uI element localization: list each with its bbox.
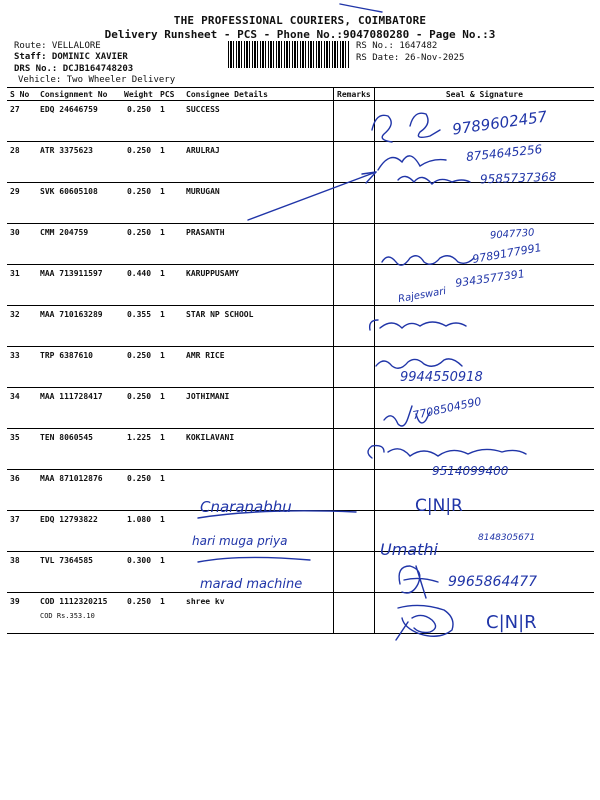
cell-remarks — [334, 470, 375, 511]
cell-pcs — [157, 142, 183, 183]
cell-pcs — [157, 101, 183, 142]
cell-sno-text: 38 — [10, 556, 20, 565]
table-row — [7, 306, 594, 347]
cell-weight — [121, 593, 157, 634]
cell-weight-text: 0.250 — [126, 351, 152, 360]
cell-weight — [121, 429, 157, 470]
cod-amount-note: COD Rs.353.10 — [40, 612, 95, 620]
cell-consignment-no — [37, 101, 121, 142]
drs-number: DRS No.: DCJB164748203 — [14, 64, 134, 74]
cell-consignee — [183, 429, 334, 470]
handwritten-phone-27: 9789602457 — [451, 107, 549, 139]
cell-consignee — [183, 388, 334, 429]
delivery-table — [7, 87, 594, 634]
cell-weight-text: 0.250 — [126, 105, 152, 114]
cell-consignment-no — [37, 511, 121, 552]
cell-remarks — [334, 593, 375, 634]
cell-pcs-text: 1 — [160, 597, 165, 606]
handwritten-phone-28: 8754645256 — [465, 142, 543, 164]
cell-pcs — [157, 552, 183, 593]
cell-remarks — [334, 224, 375, 265]
cell-weight — [121, 142, 157, 183]
cell-sno-text: 35 — [10, 433, 20, 442]
col-remarks: Remarks — [334, 88, 375, 101]
handwritten-phone-31b: 9343577391 — [454, 267, 526, 290]
handwritten-cnr-36: C|N|R — [415, 496, 463, 516]
cell-weight-text: 0.250 — [126, 146, 152, 155]
handwritten-note-38: marad machine — [200, 577, 303, 592]
cell-sno-text: 36 — [10, 474, 20, 483]
cell-remarks — [334, 183, 375, 224]
cell-sno — [7, 347, 37, 388]
cell-consignee-text: JOTHIMANI — [186, 392, 230, 401]
cell-consignee — [183, 347, 334, 388]
cell-remarks — [334, 347, 375, 388]
cell-sno-text: 30 — [10, 228, 20, 237]
cell-pcs-text: 1 — [160, 187, 165, 196]
cell-consignee-text: KARUPPUSAMY — [186, 269, 239, 278]
table-header-row — [7, 88, 594, 101]
cell-consignee — [183, 265, 334, 306]
cell-remarks — [334, 511, 375, 552]
cell-consignee-text: MURUGAN — [186, 187, 220, 196]
cell-consignment-no — [37, 347, 121, 388]
cell-sno — [7, 306, 37, 347]
cell-pcs — [157, 224, 183, 265]
handwritten-phone-34: 7708504590 — [411, 394, 483, 423]
cell-pcs-text: 1 — [160, 433, 165, 442]
handwritten-phone-35: 9514099400 — [432, 464, 509, 478]
barcode — [228, 41, 350, 68]
cell-weight — [121, 224, 157, 265]
handwritten-phone-31a: 9789177991 — [471, 241, 543, 266]
cell-consignment-no-text: EDQ 12793822 — [40, 515, 98, 524]
cell-pcs — [157, 593, 183, 634]
cell-pcs-text: 1 — [160, 474, 165, 483]
cell-consignment-no-text: MAA 871012876 — [40, 474, 103, 483]
company-title: THE PROFESSIONAL COURIERS, COIMBATORE — [173, 14, 427, 27]
cell-pcs-text: 1 — [160, 269, 165, 278]
cell-consignment-no — [37, 552, 121, 593]
handwritten-name-31: Rajeswari — [397, 285, 448, 306]
cell-consignment-no-text: TEN 8060545 — [40, 433, 93, 442]
cell-sno — [7, 265, 37, 306]
cell-consignment-no — [37, 306, 121, 347]
col-sno: S No — [7, 88, 37, 101]
cell-pcs-text: 1 — [160, 310, 165, 319]
cell-consignment-no-text: TVL 7364585 — [40, 556, 93, 565]
cell-pcs-text: 1 — [160, 392, 165, 401]
handwritten-cnr-39: C|N|R — [486, 612, 537, 633]
handwritten-phone-38: 9965864477 — [448, 574, 538, 590]
cell-consignment-no-text: COD 1112320215 — [40, 597, 108, 606]
cell-sno-text: 37 — [10, 515, 20, 524]
cell-seal-signature — [374, 183, 594, 224]
col-consignment: Consignment No — [37, 88, 121, 101]
cell-sno — [7, 511, 37, 552]
cell-consignment-no-text: MAA 713911597 — [40, 269, 103, 278]
cell-consignment-no — [37, 265, 121, 306]
cell-seal-signature — [374, 388, 594, 429]
cell-pcs — [157, 429, 183, 470]
cell-remarks — [334, 142, 375, 183]
cell-consignment-no-text: MAA 111728417 — [40, 392, 103, 401]
cell-pcs — [157, 347, 183, 388]
handwritten-name-36: Cnaranabhu — [200, 498, 292, 516]
cell-weight — [121, 388, 157, 429]
cell-sno — [7, 224, 37, 265]
table-row — [7, 388, 594, 429]
cell-weight — [121, 183, 157, 224]
cell-consignee-text: KOKILAVANI — [186, 433, 235, 442]
cell-sno — [7, 142, 37, 183]
cell-sno — [7, 552, 37, 593]
cell-weight-text: 0.250 — [126, 597, 152, 606]
cell-sno — [7, 470, 37, 511]
staff-info: Staff: DOMINIC XAVIER — [14, 52, 128, 62]
cell-pcs-text: 1 — [160, 228, 165, 237]
cell-sno-text: 27 — [10, 105, 20, 114]
cell-pcs — [157, 388, 183, 429]
cell-pcs-text: 1 — [160, 146, 165, 155]
cell-remarks — [334, 552, 375, 593]
cell-consignee — [183, 101, 334, 142]
cell-pcs-text: 1 — [160, 351, 165, 360]
cell-pcs — [157, 265, 183, 306]
cell-sno-text: 31 — [10, 269, 20, 278]
table-row — [7, 511, 594, 552]
route-info: Route: VELLALORE — [14, 41, 101, 51]
cell-sno-text: 32 — [10, 310, 20, 319]
handwritten-phone-33: 9944550918 — [400, 370, 483, 385]
cell-consignment-no — [37, 142, 121, 183]
cell-sno-text: 33 — [10, 351, 20, 360]
cell-consignment-no — [37, 429, 121, 470]
cell-seal-signature — [374, 593, 594, 634]
cell-sno — [7, 429, 37, 470]
cell-consignment-no-text: EDQ 24646759 — [40, 105, 98, 114]
cell-weight-text: 0.250 — [126, 474, 152, 483]
cell-consignment-no-text: TRP 6387610 — [40, 351, 93, 360]
cell-consignee-text: ARULRAJ — [186, 146, 220, 155]
handwritten-phone-37: 8148305671 — [478, 533, 536, 543]
cell-consignee-text: PRASANTH — [186, 228, 225, 237]
cell-weight-text: 0.300 — [126, 556, 152, 565]
cell-remarks — [334, 265, 375, 306]
cell-sno — [7, 101, 37, 142]
cell-seal-signature — [374, 306, 594, 347]
cell-consignee-text: shree kv — [186, 597, 225, 606]
cell-consignment-no-text: SVK 60605108 — [40, 187, 98, 196]
cell-consignment-no — [37, 593, 121, 634]
cell-consignee — [183, 142, 334, 183]
handwritten-phone-29: 9585737368 — [479, 169, 557, 187]
cell-pcs-text: 1 — [160, 556, 165, 565]
handwritten-name-37: Umathi — [380, 540, 438, 559]
cell-pcs-text: 1 — [160, 105, 165, 114]
cell-consignment-no — [37, 470, 121, 511]
cell-remarks — [334, 429, 375, 470]
cell-consignment-no — [37, 183, 121, 224]
cell-remarks — [334, 101, 375, 142]
cell-pcs — [157, 511, 183, 552]
cell-consignee-text: STAR NP SCHOOL — [186, 310, 254, 319]
cell-sno-text: 28 — [10, 146, 20, 155]
cell-weight — [121, 265, 157, 306]
rs-date: RS Date: 26-Nov-2025 — [356, 53, 465, 63]
cell-sno — [7, 593, 37, 634]
cell-weight-text: 0.250 — [126, 392, 152, 401]
cell-remarks — [334, 306, 375, 347]
cell-weight — [121, 552, 157, 593]
cell-weight — [121, 306, 157, 347]
rs-number: RS No.: 1647482 — [356, 41, 438, 51]
cell-weight-text: 0.440 — [126, 269, 152, 278]
cell-sno — [7, 388, 37, 429]
table-row — [7, 347, 594, 388]
runsheet-subtitle: Delivery Runsheet - PCS - Phone No.:9047080280 - Page No.:3 — [104, 28, 496, 41]
cell-sno-text: 34 — [10, 392, 20, 401]
cell-weight-text: 1.225 — [126, 433, 152, 442]
vehicle-info: Vehicle: Two Wheeler Delivery — [18, 75, 176, 85]
cell-weight — [121, 511, 157, 552]
cell-consignment-no — [37, 224, 121, 265]
cell-consignment-no-text: CMM 204759 — [40, 228, 89, 237]
cell-weight — [121, 101, 157, 142]
cell-consignment-no-text: MAA 710163289 — [40, 310, 103, 319]
cell-consignee — [183, 183, 334, 224]
cell-consignee — [183, 306, 334, 347]
cell-consignment-no-text: ATR 3375623 — [40, 146, 93, 155]
col-weight: Weight — [121, 88, 157, 101]
cell-consignee — [183, 224, 334, 265]
cell-weight-text: 0.250 — [126, 228, 152, 237]
cell-consignee-text: AMR RICE — [186, 351, 225, 360]
cell-weight — [121, 470, 157, 511]
cell-pcs — [157, 183, 183, 224]
cell-sno-text: 29 — [10, 187, 20, 196]
cell-weight-text: 0.250 — [126, 187, 152, 196]
handwritten-phone-30: 9047730 — [489, 227, 535, 242]
cell-sno-text: 39 — [10, 597, 20, 606]
cell-remarks — [334, 388, 375, 429]
col-pcs: PCS — [157, 88, 183, 101]
cell-sno — [7, 183, 37, 224]
cell-weight-text: 0.355 — [126, 310, 152, 319]
cell-pcs — [157, 306, 183, 347]
cell-weight-text: 1.080 — [126, 515, 152, 524]
cell-consignee-text: SUCCESS — [186, 105, 220, 114]
handwritten-note-37: hari muga priya — [192, 534, 288, 548]
cell-consignment-no — [37, 388, 121, 429]
col-seal-signature: Seal & Signature — [374, 88, 594, 101]
cell-weight — [121, 347, 157, 388]
cell-consignee — [183, 593, 334, 634]
cell-pcs-text: 1 — [160, 515, 165, 524]
cell-pcs — [157, 470, 183, 511]
table-row — [7, 183, 594, 224]
col-consignee: Consignee Details — [183, 88, 334, 101]
